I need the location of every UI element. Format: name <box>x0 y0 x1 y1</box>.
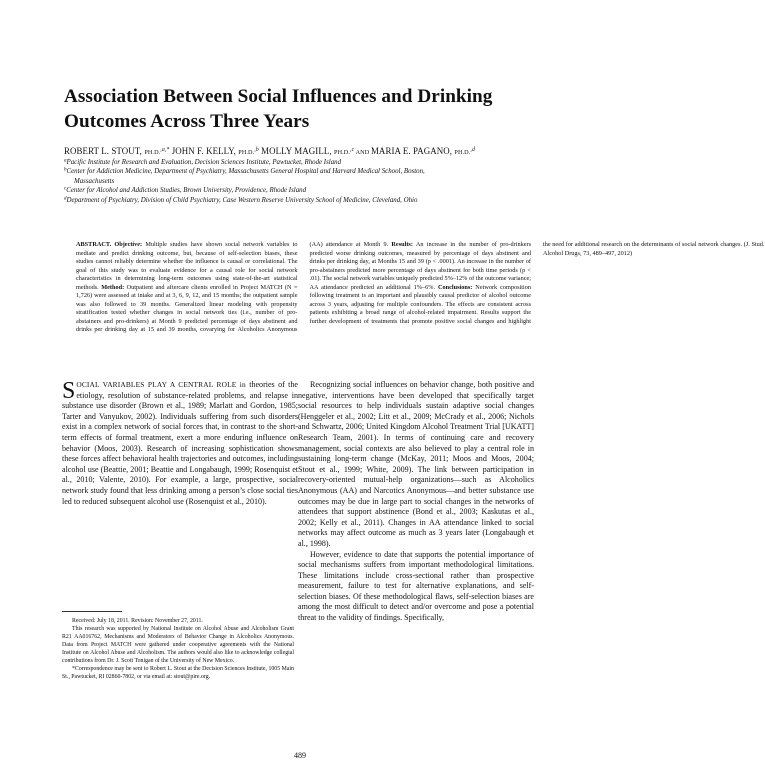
affiliation-text: Center for Alcohol and Addiction Studies, Brown University, Providence, Rhode Island <box>66 187 307 195</box>
footnote-correspondence: *Correspondence may be sent to Robert L. Stout at the Decision Sciences Institute, 1005 Main St., Pawtucket, RI 02860-7802, or via email at: stout@pire.org. <box>62 666 294 681</box>
opening-smallcaps: OCIAL VARIABLES PLAY A CENTRAL ROLE in <box>76 380 246 389</box>
citation: (J. Stud. Alcohol Drugs, 73, 489–497, 2012) <box>543 241 765 257</box>
conclusions-label: Conclusions: <box>437 283 473 291</box>
author-and: AND <box>354 149 371 156</box>
affiliation-mark: b <box>64 167 67 173</box>
body-column-right <box>298 380 534 624</box>
drop-cap: S <box>62 378 76 404</box>
author-3-name: MOLLY MAGILL, <box>258 146 335 156</box>
author-4-name: MARIA E. PAGANO, <box>370 146 455 156</box>
method-text: Outpatient and aftercare clients enrolled in Project MATCH (N = 1,726) were assessed at intake and at 3, 6, 9, 12, and 15 months; the outpatient sample was also followed to 39 months. Generalized linear modeling with propensity stratification tested whether changes in social network ties (i.e., number of pro-abstainers and pro-drinkers) at Month 9 predicted percentage of days abstinent and drinks per drinking day at 15 and 39 months, covarying for Alcoholics Anonymous (AA) attendance at Month 9. <box>76 241 389 334</box>
body-paragraph <box>62 380 298 507</box>
author-line <box>64 145 544 159</box>
body-column-left <box>62 380 298 507</box>
affiliation-text: Department of Psychiatry, Division of Child Psychiatry, Case Western Reserve University School of Medicine, Cleveland, Ohio <box>66 196 418 204</box>
footnote-rule <box>62 611 122 612</box>
author-3-mark: ,c <box>350 147 355 153</box>
results-label: Results: <box>391 241 413 248</box>
author-1-degree: PH.D. <box>144 149 161 156</box>
author-2-mark: ,b <box>254 147 259 153</box>
affiliation-b-continued: Massachusetts <box>74 177 115 185</box>
abstract <box>76 241 765 341</box>
objective-text: Multiple studies have shown social network variables to mediate and predict drinking outcome, but, because of self-selection biases, these studies cannot reliably determine whether the influence is causal or correlational. The goal of this study was to evaluate evidence for a causal role for social network characteristics in determining long-term outcomes using state-of-the-art statistical methods. <box>76 241 298 291</box>
paragraph-text: theories of the etiology, resolution of substance-related problems, and relapse in substance use disorder (Brown et al., 1989; Marlatt and Gordon, 1985; Tarter and Vanyukov, 2002). Individuals suffering from such disorders exist in a complex network of social forces that, in contrast to the short-term effects of formal treatment, exert a more enduring influence on behavior (Moos, 2003). Research of increasing sophistication shows these forces affect behavioral health trajectories and outcomes, including alcohol use (Beattie, 2001; Beattie and Longabaugh, 1999; Rosenquist et al., 2010; Valente, 2010). For example, a large, prospective, social network study found that less drinking among a person’s close social ties led to reduced subsequent alcohol use (Rosenquist et al., 2010). <box>62 380 299 506</box>
page-number: 489 <box>294 751 306 760</box>
affiliation-a <box>64 158 544 167</box>
affiliation-c <box>64 186 544 195</box>
results-text: An increase in the number of pro-drinkers predicted worse drinking outcomes, measured by percentage of days abstinent and drinks per drinking day, at Months 15 and 39 (p < .0001). An increase in the number of pro-abstainers predicted more percentage of days abstinent for both time periods (p < .01). The social network variables uniquely predicted 5%–12% of the outcome variance; AA attendance predicted an additional 1%–6%. <box>309 241 532 291</box>
author-1-mark: ,a,* <box>160 147 170 153</box>
affiliation-mark: c <box>64 186 67 192</box>
author-3-degree: PH.D. <box>334 149 351 156</box>
footnote-received: Received: July 18, 2011. Revision: November 27, 2011. <box>72 618 203 624</box>
author-4-mark: ,d <box>470 147 475 153</box>
body-paragraph: Recognizing social influences on behavior change, both positive and negative, interventions have been developed that specifically target social resources to help individuals sustain adaptive social changes (Henggeler et al., 2002; Litt et al., 2009; McCrady et al., 2006; Nichols and Schwartz, 2006; United Kingdom Alcohol Treatment Trial [UKATT] Research Team, 2001). In terms of continuing care and recovery management, social contexts are also believed to play a central role in sustaining long-term change (McKay, 2011; Moos and Moos, 2004; Stout et al., 1999; White, 2009). The link between participation in recovery-oriented mutual-help organizations—such as Alcoholics Anonymous (AA) and Narcotics Anonymous—and better substance use outcomes may be due in large part to social changes in the networks of attendees that support abstinence (Bond et al., 2003; Kaskutas et al., 2002; Kelly et al., 2011). Changes in AA attendance linked to social networks may affect outcome as much as 3 years later (Longabaugh et al., 1998). <box>298 380 534 548</box>
footnotes <box>62 617 294 681</box>
author-1-name: ROBERT L. STOUT, <box>64 146 145 156</box>
objective-label: Objective: <box>114 241 143 248</box>
article-title: Association Between Social Influences and Drinking Outcomes Across Three Years <box>64 86 493 132</box>
affiliations <box>64 158 544 205</box>
affiliation-d <box>64 196 544 205</box>
footnote-support: This research was supported by National Institute on Alcohol Abuse and Alcoholism Grant R21 AA016762, Mechanisms and Moderators of Behavior Change in Alcoholics Anonymous. Data from Project MATCH were gathered under cooperative agreements with the National Institute on Alcohol Abuse and Alcoholism. The authors would also like to acknowledge collegial contributions from Dr. J. Scott Tonigan of the University of New Mexico. <box>62 626 294 665</box>
affiliation-b <box>64 167 544 176</box>
conclusions-text: Network composition following treatment is an important and plausibly causal predictor of alcohol outcome across 3 years, adjusting for multiple confounders. The effects are consistent across patients exhibiting a broad range of alcohol-related impairment. Results support the further development of treatments that promote positive social changes and highlight the need for additional research on the determinants of social network changes. <box>309 241 743 325</box>
affiliation-text: Pacific Institute for Research and Evaluation, Decision Sciences Institute, Pawtucket, Rhode Island <box>66 159 342 166</box>
affiliation-mark: d <box>64 196 67 202</box>
abstract-label: ABSTRACT. <box>76 241 112 248</box>
author-2-degree: PH.D. <box>238 149 255 156</box>
affiliation-text: Center for Addiction Medicine, Department of Psychiatry, Massachusetts General Hospital and Harvard Medical School, Boston, <box>66 168 425 176</box>
author-4-degree: PH.D. <box>454 149 471 156</box>
body-paragraph: However, evidence to date that supports the potential importance of social mechanisms suffers from important methodological limitations. These limitations include cross-sectional rather than prospective measurement, failure to test for alternative explanations, and self-selection biases. Of these methodological flaws, self-selection biases are among the most difficult to detect and/or overcome and pose a potential threat to the validity of findings. Specifically, <box>298 549 534 623</box>
method-label: Method: <box>101 283 125 291</box>
affiliation-mark: a <box>64 158 67 164</box>
author-2-name: JOHN F. KELLY, <box>169 146 239 156</box>
